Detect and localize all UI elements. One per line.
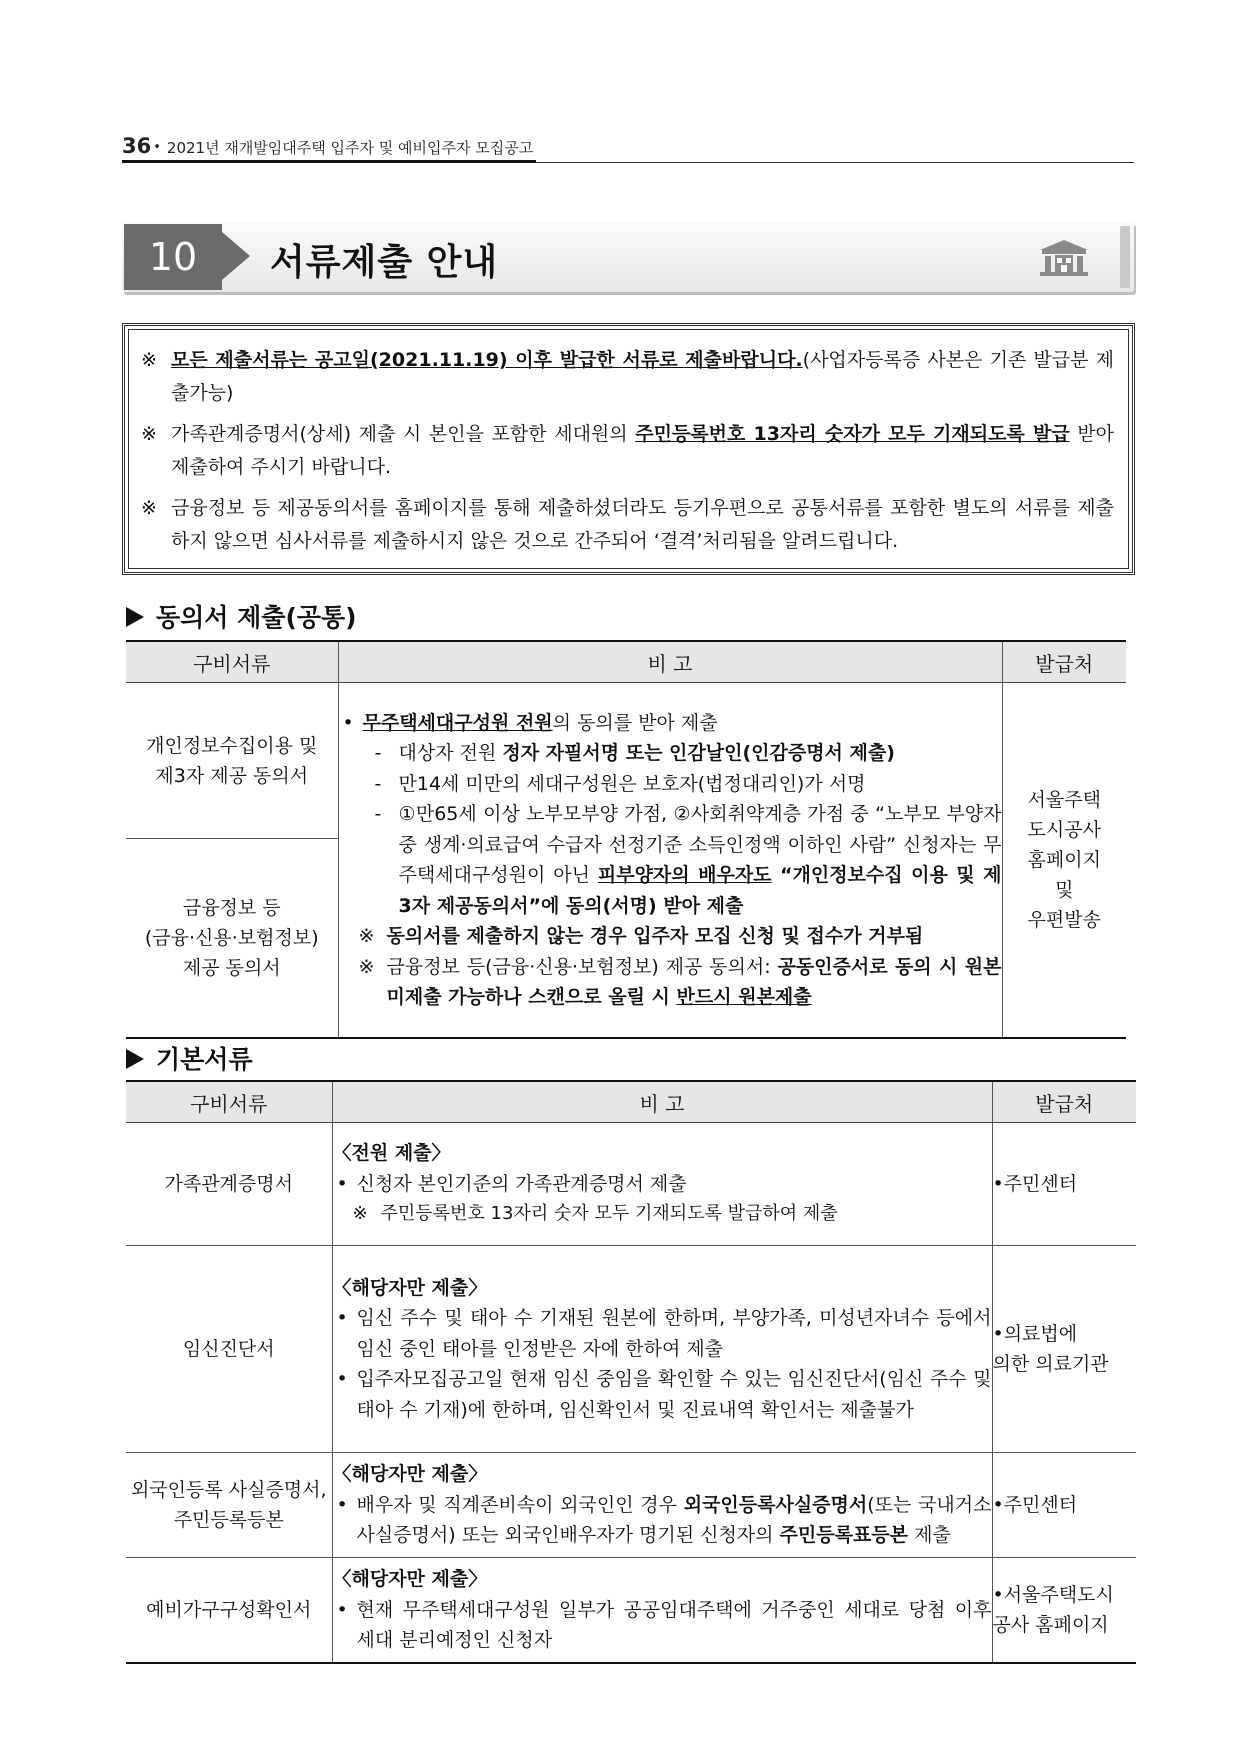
document-name: 개인정보수집이용 및 제3자 제공 동의서 <box>126 683 338 839</box>
remarks-cell: 〈해당자만 제출〉 • 임신 주수 및 태아 수 기재된 원본에 한하며, 부양가족, 미성년자녀수 등에서 임신 중인 태아를 인정받은 자에 한하여 제출 • 입주자모집공고일 현재 임신 중임을 확인할 수 있는 임신진단서(임신 주수 및 태아 수 기재)에 한하며, 임신확인서 및 진료내역 확인서는 제출불가 <box>332 1246 992 1453</box>
issuer-cell: •의료법에 의한 의료기관 <box>992 1246 1136 1453</box>
column-header: 발급처 <box>1002 641 1126 683</box>
table-row <box>126 1558 1136 1664</box>
header-bullet: • <box>153 140 161 155</box>
header-rule-thick <box>122 160 536 163</box>
document-name: 외국인등록 사실증명서, 주민등록등본 <box>126 1453 332 1558</box>
triangle-icon <box>126 607 144 627</box>
document-name: 가족관계증명서 <box>126 1123 332 1246</box>
page-header <box>122 134 533 158</box>
section-arrow-icon <box>222 232 250 280</box>
issuer-cell: 서울주택 도시공사 홈페이지 및 우편발송 <box>1002 683 1126 1039</box>
document-title: 2021년 재개발임대주택 입주자 및 예비입주자 모집공고 <box>166 139 534 157</box>
remarks-cell: 〈해당자만 제출〉 • 현재 무주택세대구성원 일부가 공공임대주택에 거주중인 세대로 당첨 이후 세대 분리예정인 신청자 <box>332 1558 992 1664</box>
basic-section-heading: 기본서류 <box>126 1040 253 1076</box>
column-header: 발급처 <box>992 1081 1136 1123</box>
document-cell <box>126 683 338 1039</box>
section-number: 10 <box>124 224 222 290</box>
table-row <box>126 1246 1136 1453</box>
remarks-cell: • 무주택세대구성원 전원의 동의를 받아 제출 - 대상자 전원 정자 자필서명 또는 인감날인(인감증명서 제출) - 만14세 미만의 세대구성원은 보호자(법정대리인)가 서명 - ①만65세 이상 노부모부양 가점, ②사회취약계층 가점 중 “노부모 부양자 중 생계·의료급여 수급자 선정기준 소득인정액 이하인 사람” 신청자는 무주택세대구성원이 아닌 피부양자의 배우자도 “개인정보수집 이용 및 제3자 제공동의서”에 동의(서명) 받아 제출 ※ 동의서를 제출하지 않는 경우 입주자 모집 신청 및 접수가 거부됨 ※ 금융정보 등(금융·신용·보험정보) 제공 동의서: 공동인증서로 동의 시 원본미제출 가능하나 스캔으로 올릴 시 반드시 원본제출 <box>338 683 1002 1039</box>
document-name: 금융정보 등 (금융·신용·보험정보) 제공 동의서 <box>144 897 319 979</box>
building-icon <box>1036 238 1092 278</box>
table-row <box>126 1123 1136 1246</box>
page-number: 36 <box>122 134 152 158</box>
reference-mark: ※ <box>141 423 157 445</box>
issuer-cell: •주민센터 <box>992 1123 1136 1246</box>
remarks-cell: 〈전원 제출〉 • 신청자 본인기준의 가족관계증명서 제출 ※ 주민등록번호 13자리 숫자 모두 기재되도록 발급하여 제출 <box>332 1123 992 1246</box>
notice-item: ※ 모든 제출서류는 공고일(2021.11.19) 이후 발급한 서류로 제출바랍니다.(사업자등록증 사본은 기존 발급분 제출가능) <box>141 344 1114 410</box>
column-header: 구비서류 <box>126 641 338 683</box>
consent-section-heading: 동의서 제출(공통) <box>126 598 357 634</box>
consent-table <box>126 640 1126 1039</box>
document-name: 예비가구구성확인서 <box>126 1558 332 1664</box>
issuer-cell: •서울주택도시 공사 홈페이지 <box>992 1558 1136 1664</box>
document-name: 임신진단서 <box>126 1246 332 1453</box>
section-title: 서류제출 안내 <box>270 242 499 283</box>
triangle-icon <box>126 1049 144 1069</box>
column-header: 비 고 <box>338 641 1002 683</box>
reference-mark: ※ <box>141 349 157 371</box>
table-row <box>126 1453 1136 1558</box>
notice-item: ※ 가족관계증명서(상세) 제출 시 본인을 포함한 세대원의 주민등록번호 13자리 숫자가 모두 기재되도록 발급 받아 제출하여 주시기 바랍니다. <box>141 418 1114 484</box>
reference-mark: ※ <box>141 497 157 519</box>
section-bar-end <box>1120 226 1130 288</box>
column-header: 구비서류 <box>126 1081 332 1123</box>
remarks-cell: 〈해당자만 제출〉 • 배우자 및 직계존비속이 외국인인 경우 외국인등록사실증명서(또는 국내거소사실증명서) 또는 외국인배우자가 명기된 신청자의 주민등록표등본 제출 <box>332 1453 992 1558</box>
issuer-cell: •주민센터 <box>992 1453 1136 1558</box>
column-header: 비 고 <box>332 1081 992 1123</box>
notice-box <box>128 329 1129 569</box>
notice-item: ※ 금융정보 등 제공동의서를 홈페이지를 통해 제출하셨더라도 등기우편으로 공통서류를 포함한 별도의 서류를 제출하지 않으면 심사서류를 제출하시지 않은 것으로 간주되어 ‘결격’처리됨을 알려드립니다. <box>141 492 1114 558</box>
basic-documents-table <box>126 1080 1136 1664</box>
